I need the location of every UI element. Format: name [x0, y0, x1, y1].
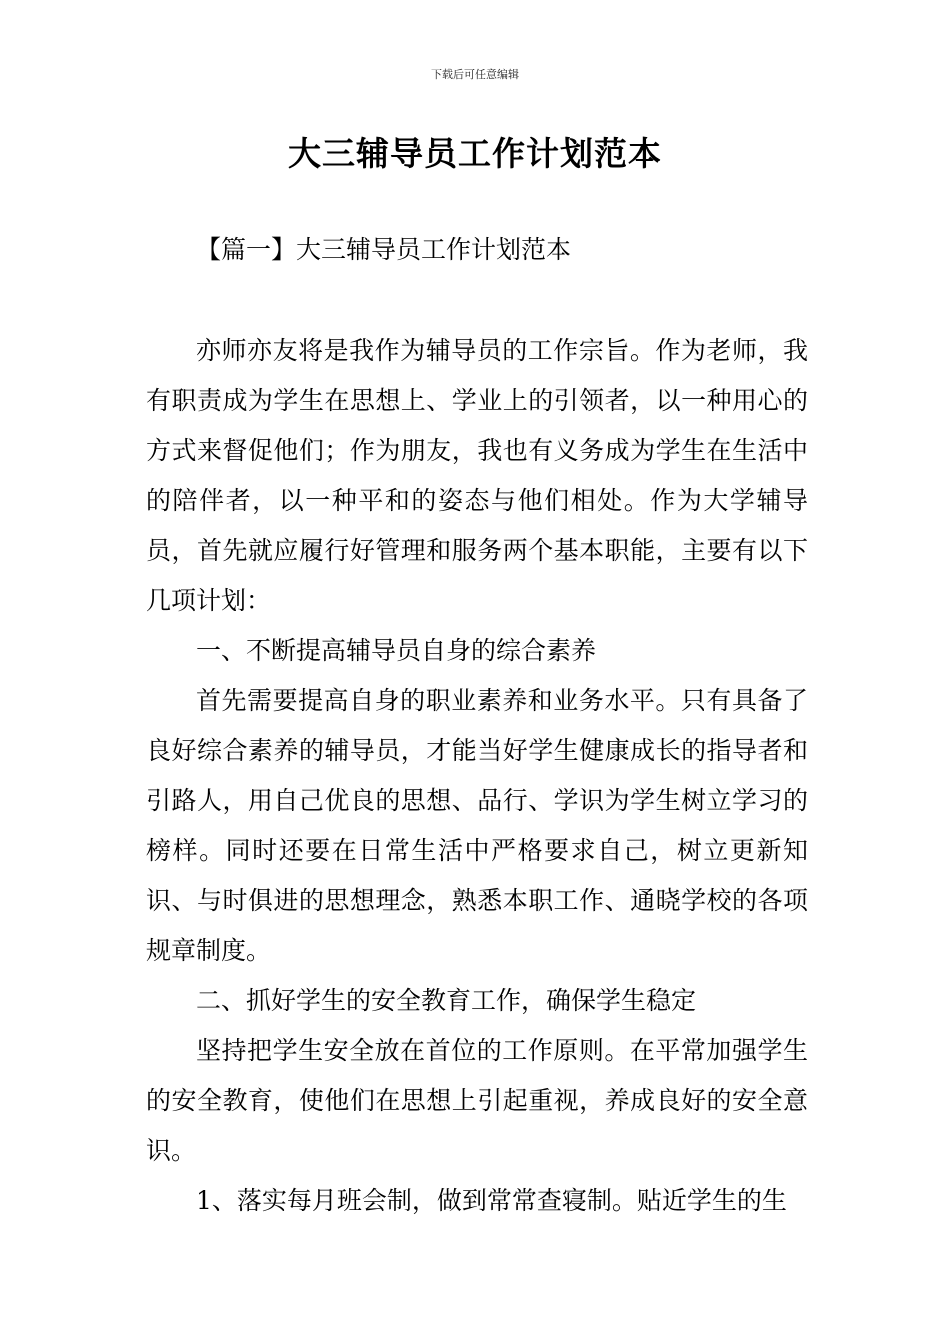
page-header-note: 下载后可任意编辑 [431, 68, 519, 81]
document-title: 大三辅导员工作计划范本 [288, 134, 662, 173]
paragraph: 二、抓好学生的安全教育工作，确保学生稳定 [196, 986, 697, 1015]
paragraph: 亦师亦友将是我作为辅导员的工作宗旨。作为老师，我有职责成为学生在思想上、学业上的引领者，以一种用心的方式来督促他们；作为朋友，我也有义务成为学生在生活中的陪伴者，以一种平和的姿态与他们相处。作为大学辅导员，首先就应履行好管理和服务两个基本职能，主要有以下几项计划： [146, 336, 808, 615]
paragraph: 一、不断提高辅导员自身的综合素养 [196, 636, 597, 665]
paragraph: 坚持把学生安全放在首位的工作原则。在平常加强学生的安全教育，使他们在思想上引起重视，养成良好的安全意识。 [146, 1036, 808, 1165]
paragraph: 首先需要提高自身的职业素养和业务水平。只有具备了良好综合素养的辅导员，才能当好学生健康成长的指导者和引路人，用自己优良的思想、品行、学识为学生树立学习的榜样。同时还要在日常生活中严格要求自己，树立更新知识、与时俱进的思想理念，熟悉本职工作、通晓学校的各项规章制度。 [146, 686, 808, 965]
paragraph: 1、落实每月班会制，做到常常查寝制。贴近学生的生 [196, 1186, 787, 1215]
section-heading: 【篇一】大三辅导员工作计划范本 [196, 235, 572, 264]
document-body [146, 326, 808, 1226]
